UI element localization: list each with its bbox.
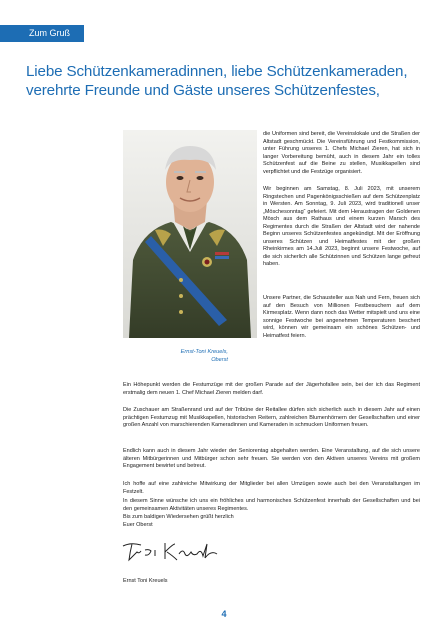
column-paragraph-3: Unsere Partner, die Schausteller aus Nah und Fern, freuen sich auf den Besuch von Millionen Festbesuchern auf dem Kirmesplatz. Wenn dann noch das Wetter mitspielt und uns eine sonnige Festwoche bei angenehmen Temperaturen beschert wird, können wir gemeinsam ein schönes Schützen- und Heimatfest feiern. xyxy=(263,295,420,339)
body-paragraph-2: Die Zuschauer am Straßenrand und auf der Tribüne der Reitallee dürfen sich sicherlich auch in diesem Jahr auf einen prächtigen Festumzug mit Musikkapellen, historischen Reitern, zahlreichen Blumenhörnern der Gesellschaften und einer großen Anzahl von marschierenden Kameradinnen und Kameraden in schmucken Uniformen freuen. xyxy=(123,407,420,428)
body-paragraph-1: Ein Höhepunkt werden die Festumzüge mit der großen Parade auf der Jägerhofallee sein, bei der ich das Regiment erstmalig dem neuen 1. Chef Michael Zieren melden darf. xyxy=(123,382,420,396)
caption-name: Ernst-Toni Kreuels, xyxy=(180,349,228,355)
caption-role: Oberst xyxy=(211,356,228,363)
closing-greeting xyxy=(123,514,420,529)
column-paragraph-1: die Uniformen sind bereit, die Vereinslokale und die Straßen der Altstadt geschmückt. Die Vereinsführung und Festkommission, unter Führung unseres 1. Chefs Michael Zieren, hat sich in langer Vorbereitung bemüht, auch in diesem Jahr ein tolles Schützenfest auf die Beine zu stellen, Musikkapellen sind verpflichtet und die Festzüge organisiert. xyxy=(263,131,420,175)
handwritten-signature xyxy=(121,538,221,564)
section-tab: Zum Gruß xyxy=(0,25,84,42)
closing-line-2: Euer Oberst xyxy=(123,521,153,528)
photo-caption xyxy=(108,349,228,364)
portrait-photo xyxy=(123,130,257,338)
closing-line-1: Bis zum baldigen Wiedersehen grüßt herzlich xyxy=(123,514,234,520)
body-paragraph-5: In diesem Sinne wünsche ich uns ein fröhliches und harmonisches Schützenfest innerhalb der Gesellschaften und bei den gemeinsamen Aktivitäten unseres Regimentes. xyxy=(123,498,420,512)
page-title xyxy=(26,62,426,100)
body-paragraph-4: Ich hoffe auf eine zahlreiche Mitwirkung der Mitglieder bei allen Umzügen sowie auch bei den Veranstaltungen im Festzelt. xyxy=(123,481,420,495)
title-line-2: verehrte Freunde und Gäste unseres Schützenfestes, xyxy=(26,82,380,99)
signer-name: Ernst Toni Kreuels xyxy=(123,578,168,584)
title-line-1: Liebe Schützenkameradinnen, liebe Schützenkameraden, xyxy=(26,63,408,80)
body-paragraph-3: Endlich kann auch in diesem Jahr wieder der Seniorentag abgehalten werden. Eine Veranstaltung, auf die sich unsere älteren Mitbürgerinnen und Mitbürger schon sehr freuen. Sie werden von den Aktiven unseres Vereins mit großem Engagement bewirtet und betreut. xyxy=(123,448,420,469)
page-number: 4 xyxy=(221,609,227,619)
column-paragraph-2: Wir beginnen am Samstag, 8. Juli 2023, mit unserem Ringstechen und Pagenkönigsschießen auf dem Schützenplatz in Wersten. Am Sonntag, 9. Juli 2023, wird traditionell unser „Möschesonntag“ gefeiert. Mit dem Heraustragen der Goldenen Mösch aus dem Rathaus und einem kurzen Marsch des Regimentes durch die Straßen der Altstadt wird der nahende Beginn unseres Schützenfestes angekündigt. Mit der Eröffnung unseres Schützen und Heimatfestes mit der großen Rheinkirmes am 14.Juli 2023, beginnt unsere Festwoche, auf die sich sicherlich alle Schützinnen und Schützen lange gefreut haben. xyxy=(263,186,420,267)
